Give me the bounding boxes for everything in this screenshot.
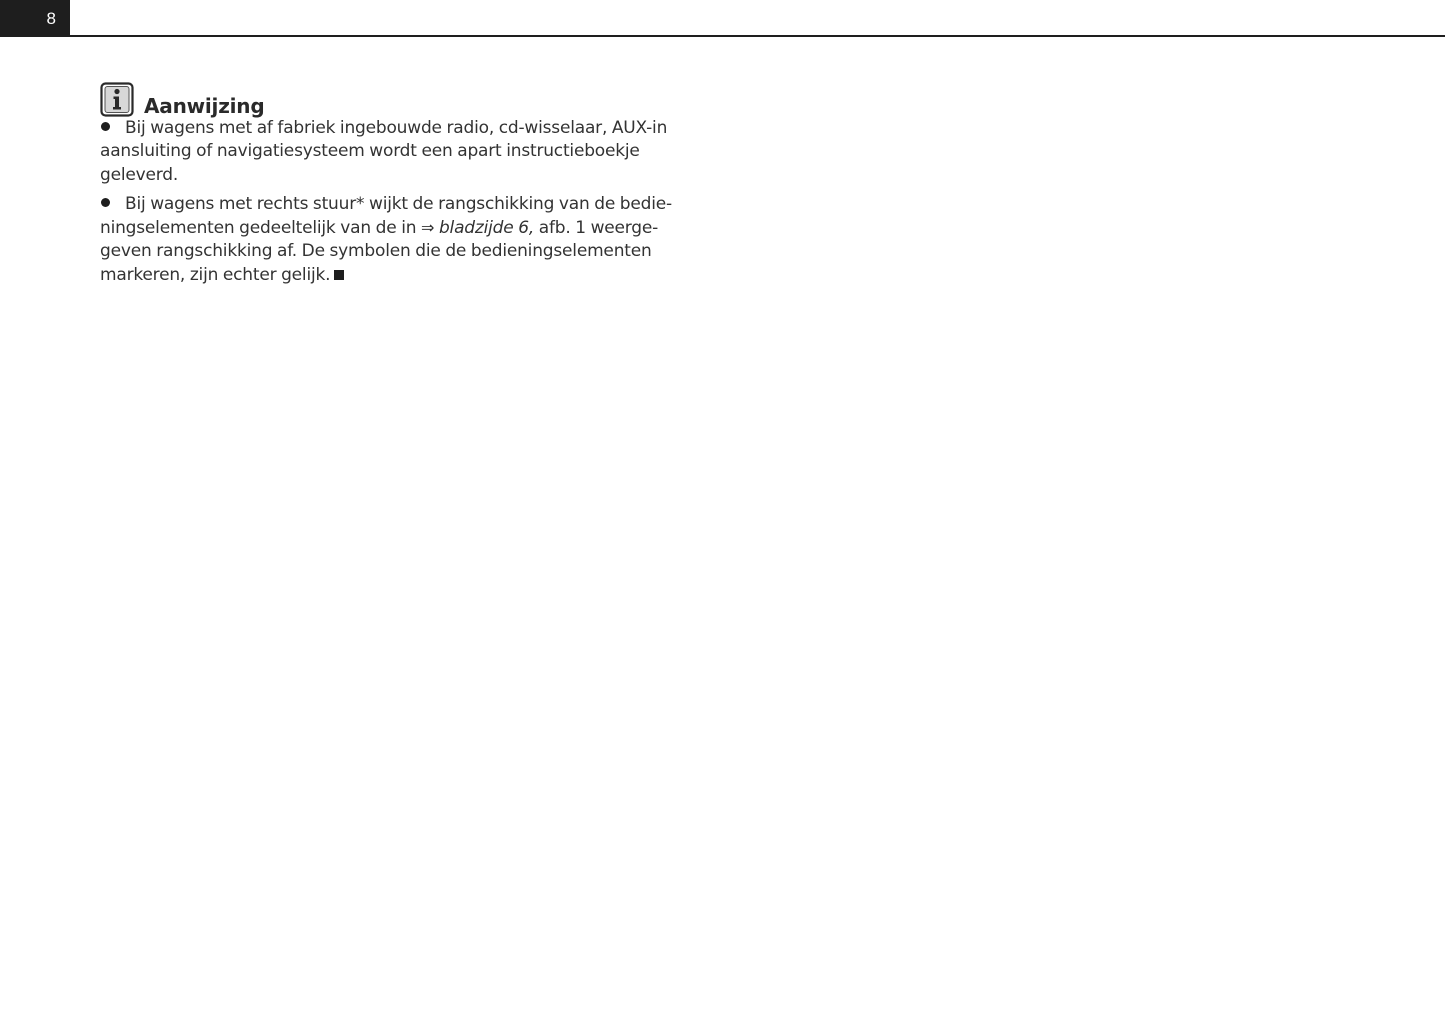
cross-reference-arrow-icon: ⇒ (421, 218, 435, 238)
note-item-1 (100, 117, 690, 187)
info-icon (100, 82, 134, 117)
page-number (0, 0, 70, 37)
note-item-2-line-3: geven rangschikking af. De symbolen die de bedieningselementen (100, 241, 652, 262)
note-item-2-line-4: markeren, zijn echter gelijk. (100, 264, 690, 287)
note-item-2-line-2: ningselementen gedeeltelijk van de in ⇒ bladzijde 6, afb. 1 weerge- (100, 218, 659, 239)
note-item-1-line-1: Bij wagens met af fabriek ingebouwde radio, cd-wisselaar, AUX-in (100, 117, 690, 140)
note-item-1-line-3: geleverd. (100, 164, 179, 185)
note-title: Aanwijzing (144, 94, 265, 118)
header-rule (70, 35, 1445, 37)
page-number-text: 8 (46, 8, 56, 28)
bullet-icon (101, 122, 110, 131)
note-box (100, 79, 690, 287)
note-item-1-line-2: aansluiting of navigatiesysteem wordt een apart instructieboekje (100, 141, 640, 162)
note-item-2-line-1: Bij wagens met rechts stuur* wijkt de rangschikking van de bedie- (100, 193, 690, 216)
note-item-2 (100, 193, 690, 287)
note-heading (100, 79, 690, 117)
cross-reference-link[interactable]: bladzijde 6, (438, 218, 535, 239)
bullet-icon (101, 198, 110, 207)
end-of-section-icon (334, 270, 344, 280)
